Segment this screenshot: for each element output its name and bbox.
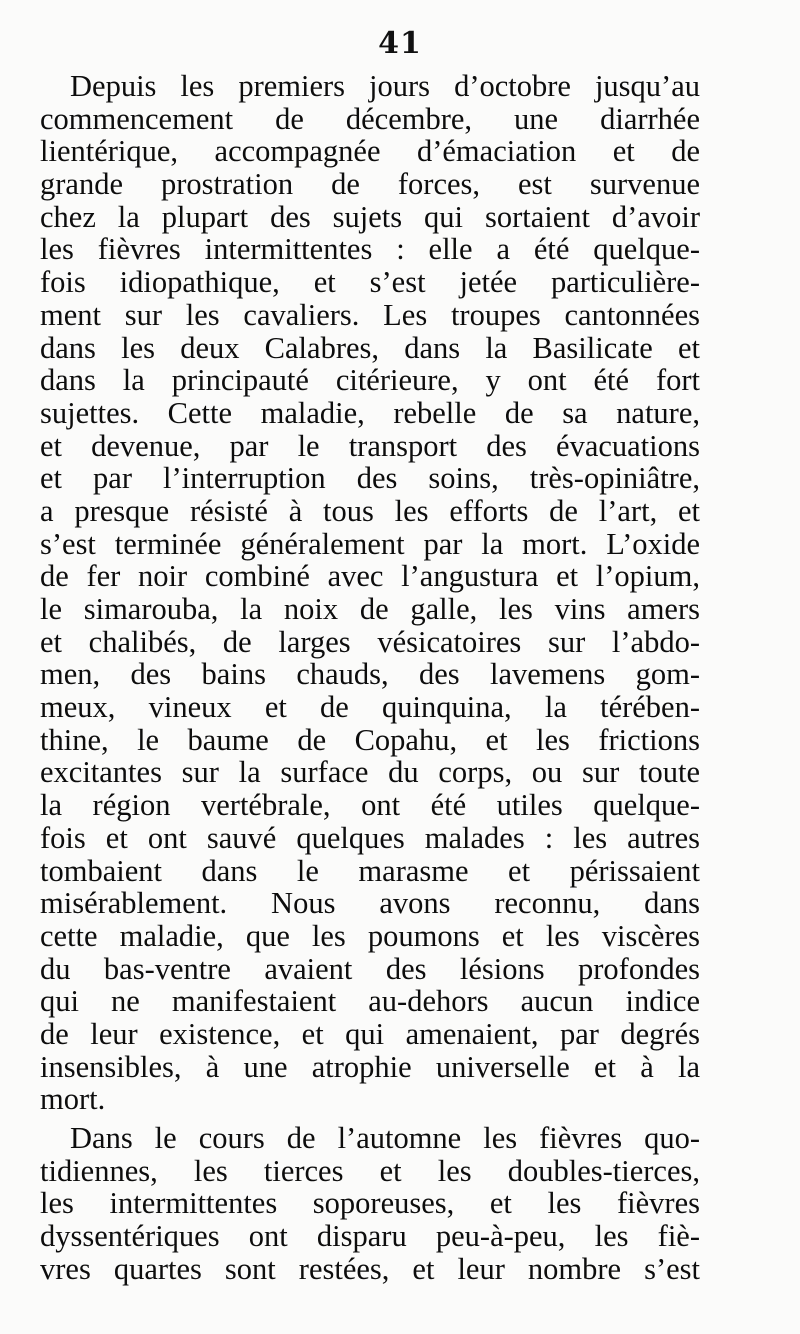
text-line: de fer noir combiné avec l’angustura et l’opium,	[40, 559, 700, 594]
text-line: misérablement. Nous avons reconnu, dans	[40, 886, 700, 921]
text-line: qui ne manifestaient au-dehors aucun indice	[40, 984, 700, 1019]
text-line: grande prostration de forces, est survenue	[40, 167, 700, 202]
text-line: la région vertébrale, ont été utiles quelque-	[40, 788, 700, 823]
text-line: et devenue, par le transport des évacuations	[40, 428, 700, 463]
text-line: vres quartes sont restées, et leur nombre s’est	[40, 1251, 700, 1286]
text-line: thine, le baume de Copahu, et les frictions	[40, 722, 700, 757]
text-line: et par l’interruption des soins, très-opiniâtre,	[40, 461, 700, 496]
text-line: et chalibés, de larges vésicatoires sur l’abdo-	[40, 624, 700, 659]
text-line: sujettes. Cette maladie, rebelle de sa nature,	[40, 395, 700, 430]
text-line: s’est terminée généralement par la mort. L’oxide	[40, 526, 700, 561]
page-number: 41	[378, 26, 422, 61]
text-line: les intermittentes soporeuses, et les fièvres	[40, 1186, 700, 1221]
text-line: Dans le cours de l’automne les fièvres quo-	[70, 1121, 700, 1155]
text-line: lientérique, accompagnée d’émaciation et de	[40, 134, 700, 169]
text-line: dyssentériques ont disparu peu-à-peu, les fiè-	[40, 1219, 700, 1254]
text-line: fois idiopathique, et s’est jetée particulière-	[40, 265, 700, 300]
text-line: cette maladie, que les poumons et les viscères	[40, 918, 700, 953]
text-line: chez la plupart des sujets qui sortaient d’avoir	[40, 199, 700, 234]
text-line: excitantes sur la surface du corps, ou sur toute	[40, 755, 700, 790]
text-line: de leur existence, et qui amenaient, par degrés	[40, 1016, 700, 1051]
text-line: insensibles, à une atrophie universelle et à la	[40, 1049, 700, 1084]
body-text	[40, 70, 700, 1285]
text-line: dans la principauté citérieure, y ont été fort	[40, 363, 700, 398]
text-line: fois et ont sauvé quelques malades : les autres	[40, 820, 700, 855]
text-line: le simarouba, la noix de galle, les vins amers	[40, 592, 700, 626]
text-line: Depuis les premiers jours d’octobre jusqu’au	[70, 69, 700, 103]
text-line: tidiennes, les tierces et les doubles-tierces,	[40, 1153, 700, 1188]
text-line: tombaient dans le marasme et périssaient	[40, 853, 700, 888]
paragraph-2	[40, 1122, 700, 1285]
paragraph-1	[40, 70, 700, 1116]
text-line: a presque résisté à tous les efforts de l’art, et	[40, 493, 700, 528]
text-line: du bas-ventre avaient des lésions profondes	[40, 951, 700, 986]
text-line: meux, vineux et de quinquina, la térében-	[40, 690, 700, 725]
text-line: men, des bains chauds, des lavemens gom-	[40, 657, 700, 692]
text-line: mort.	[40, 1082, 106, 1117]
text-line: commencement de décembre, une diarrhée	[40, 101, 700, 136]
text-line: dans les deux Calabres, dans la Basilicate et	[40, 330, 700, 365]
text-line: ment sur les cavaliers. Les troupes cantonnées	[40, 297, 700, 332]
text-line: les fièvres intermittentes : elle a été quelque-	[40, 232, 700, 267]
